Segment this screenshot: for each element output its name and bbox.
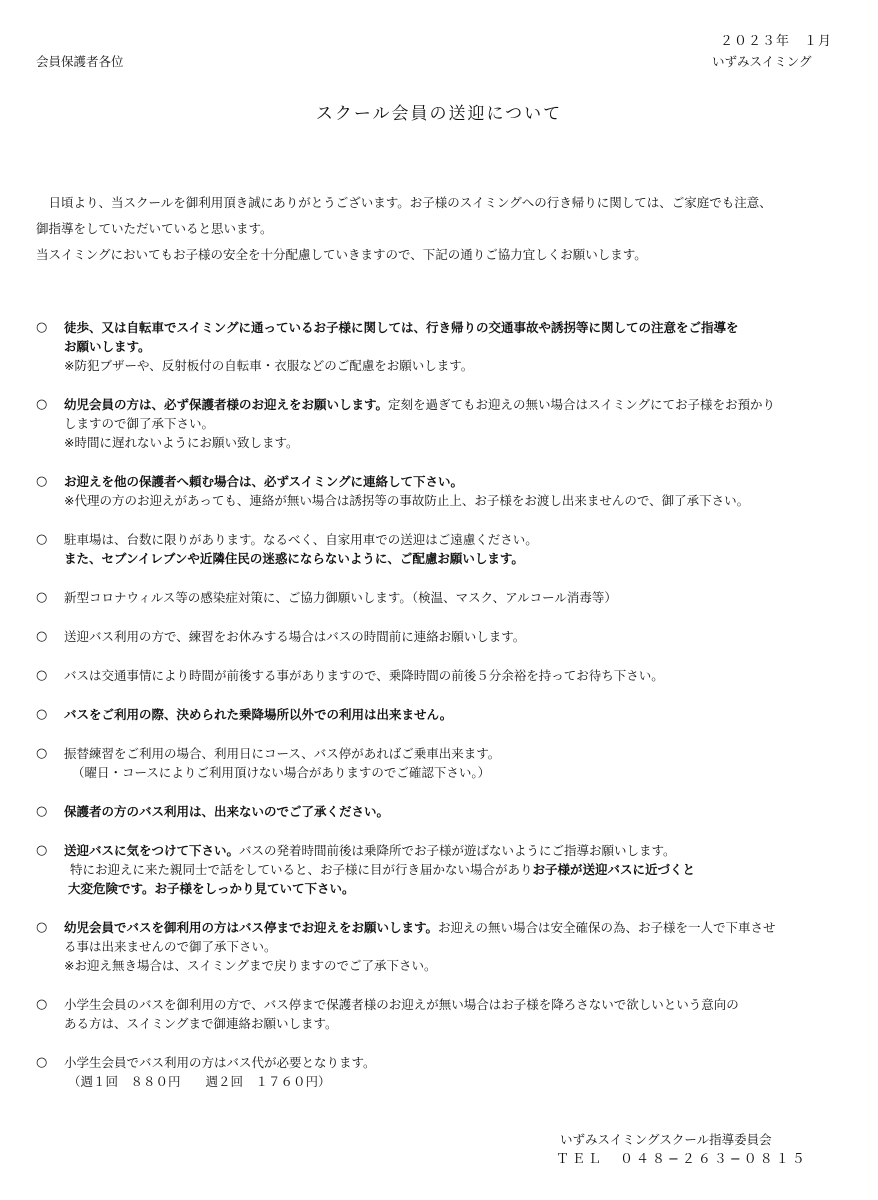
bullet-icon: ○	[36, 707, 48, 722]
notice-content	[64, 472, 749, 510]
notice-text: 小学生会員のバスを御利用の方で、バス停まで保護者様のお迎えが無い場合はお子様を降ろさないで欲しいという意向の	[64, 997, 739, 1012]
notice-item	[36, 705, 848, 724]
bullet-icon: ○	[36, 474, 48, 489]
notice-item	[36, 802, 848, 821]
notice-text-bold: バスをご利用の際、決められた乗降場所以外での利用は出来ません。	[64, 707, 453, 722]
notice-line	[64, 956, 776, 975]
notice-line	[64, 549, 538, 568]
notice-text-bold: また、セブンイレブンや近隣住民の迷惑にならないように、ご配慮お願いします。	[64, 551, 524, 566]
notice-text: ※代理の方のお迎えがあっても、連絡が無い場合は誘拐等の事故防止上、お子様をお渡し出来ませんので、御了承下さい。	[64, 493, 750, 508]
intro-line: 日頃より、当スクールを御利用頂き誠にありがとうございます。お子様のスイミングへの行き帰りに関しては、ご家庭でも注意、	[36, 195, 772, 210]
notice-item	[36, 744, 848, 782]
notice-line	[64, 744, 500, 763]
notice-line	[64, 1053, 376, 1072]
notice-line	[64, 588, 617, 607]
notice-text: （週１回 ８８０円 週２回 １７６０円）	[68, 1074, 331, 1089]
notice-line	[64, 491, 749, 510]
notice-line	[64, 937, 776, 956]
notice-line	[64, 318, 739, 337]
notice-content	[64, 627, 525, 646]
notice-text: 定刻を過ぎてもお迎えの無い場合はスイミングにてお子様をお預かり	[388, 397, 776, 412]
notice-line	[64, 705, 452, 724]
notice-content	[64, 318, 739, 375]
notice-line	[64, 995, 739, 1014]
bullet-icon: ○	[36, 320, 48, 335]
notice-text: バスは交通事情により時間が前後する事がありますので、乗降時間の前後５分余裕を持ってお待ち下さい。	[64, 668, 664, 683]
intro-paragraph	[36, 190, 848, 268]
notice-text: 特にお迎えに来た親同士で話をしていると、お子様に目が行き届かない場合があり	[70, 862, 533, 877]
notice-content	[64, 744, 500, 782]
notice-text: 新型コロナウィルス等の感染症対策に、ご協力御願いします。（検温、マスク、アルコール消毒等）	[64, 590, 617, 605]
notice-list	[36, 318, 848, 1111]
notice-item	[36, 627, 848, 646]
notice-line	[64, 414, 775, 433]
notice-text-bold: 徒歩、又は自転車でスイミングに通っているお子様に関しては、行き帰りの交通事故や誘拐等に関しての注意をご指導を	[64, 320, 739, 335]
signature: いずみスイミングスクール指導委員会	[560, 1132, 772, 1147]
bullet-icon: ○	[36, 746, 48, 761]
notice-line	[64, 918, 776, 937]
notice-item	[36, 472, 848, 510]
notice-text: 小学生会員でバス利用の方はバス代が必要となります。	[64, 1055, 376, 1070]
notice-item	[36, 995, 848, 1033]
notice-text-bold: お迎えを他の保護者へ頼む場合は、必ずスイミングに連絡して下さい。	[64, 474, 464, 489]
notice-text-bold: 送迎バスに気をつけて下さい。	[64, 843, 240, 858]
addressee: 会員保護者各位	[36, 54, 124, 69]
bullet-icon: ○	[36, 532, 48, 547]
intro-line: 御指導をしていただいていると思います。	[36, 221, 273, 236]
notice-content	[64, 841, 695, 898]
notice-line	[64, 763, 500, 782]
telephone-number: ＴＥＬ ０４８−２６３−０８１５	[556, 1152, 808, 1167]
notice-text: 駐車場は、台数に限りがあります。なるべく、自家用車での送迎はご遠慮ください。	[64, 532, 538, 547]
notice-item	[36, 530, 848, 568]
bullet-icon: ○	[36, 997, 48, 1012]
notice-text: ※防犯ブザーや、反射板付の自転車・衣服などのご配慮をお願いします。	[64, 358, 474, 373]
notice-text: ある方は、スイミングまで御連絡お願いします。	[64, 1016, 338, 1031]
notice-line	[64, 627, 525, 646]
organization-name: いずみスイミング	[712, 54, 812, 69]
notice-text-bold: 幼児会員の方は、必ず保護者様のお迎えをお願いします。	[64, 397, 389, 412]
notice-text: バスの発着時間前後は乗降所でお子様が遊ばないようにご指導お願いします。	[239, 843, 676, 858]
notice-content	[64, 1053, 376, 1091]
notice-line	[64, 1072, 376, 1091]
notice-line	[64, 879, 695, 898]
notice-text: ※時間に遅れないようにお願い致します。	[64, 435, 299, 450]
notice-text-bold: お願いします。	[64, 339, 151, 354]
notice-line	[64, 530, 538, 549]
notice-line	[64, 860, 695, 879]
bullet-icon: ○	[36, 590, 48, 605]
notice-line	[64, 666, 664, 685]
notice-text-bold: 保護者の方のバス利用は、出来ないのでご了承ください。	[64, 804, 390, 819]
notice-item	[36, 588, 848, 607]
notice-line	[64, 472, 749, 491]
notice-line	[64, 433, 775, 452]
bullet-icon: ○	[36, 668, 48, 683]
notice-item	[36, 918, 848, 975]
bullet-icon: ○	[36, 804, 48, 819]
notice-content	[64, 666, 664, 685]
notice-line	[64, 337, 739, 356]
notice-line	[64, 841, 695, 860]
bullet-icon: ○	[36, 629, 48, 644]
bullet-icon: ○	[36, 843, 48, 858]
notice-content	[64, 588, 617, 607]
notice-line	[64, 356, 739, 375]
notice-content	[64, 995, 739, 1033]
notice-text: ※お迎え無き場合は、スイミングまで戻りますのでご了承下さい。	[64, 958, 437, 973]
notice-content	[64, 705, 452, 724]
notice-text: る事は出来ませんので御了承下さい。	[64, 939, 277, 954]
notice-text-bold: 大変危険です。お子様をしっかり見ていて下さい。	[68, 881, 355, 896]
notice-text-bold: 幼児会員でバスを御利用の方はバス停までお迎えをお願いします。	[64, 920, 439, 935]
notice-text: 送迎バス利用の方で、練習をお休みする場合はバスの時間前に連絡お願いします。	[64, 629, 526, 644]
notice-text: しますので御了承下さい。	[64, 416, 215, 431]
bullet-icon: ○	[36, 1055, 48, 1070]
notice-item	[36, 395, 848, 452]
notice-line	[64, 802, 389, 821]
notice-text-bold: お子様が送迎バスに近づくと	[532, 862, 696, 877]
bullet-icon: ○	[36, 397, 48, 412]
document-date: ２０２３年 １月	[720, 34, 833, 49]
notice-item	[36, 666, 848, 685]
notice-content	[64, 918, 776, 975]
notice-line	[64, 395, 775, 414]
intro-line: 当スイミングにおいてもお子様の安全を十分配慮していきますので、下記の通りご協力宜しくお願いします。	[36, 247, 647, 262]
notice-item	[36, 318, 848, 375]
notice-line	[64, 1014, 739, 1033]
notice-content	[64, 802, 389, 821]
bullet-icon: ○	[36, 920, 48, 935]
notice-content	[64, 395, 775, 452]
notice-text: （曜日・コースによりご利用頂けない場合がありますのでご確認下さい。）	[72, 765, 491, 780]
notice-text: 振替練習をご利用の場合、利用日にコース、バス停があればご乗車出来ます。	[64, 746, 501, 761]
notice-content	[64, 530, 538, 568]
notice-item	[36, 1053, 848, 1091]
document-title: スクール会員の送迎について	[315, 104, 563, 124]
notice-item	[36, 841, 848, 898]
notice-text: お迎えの無い場合は安全確保の為、お子様を一人で下車させ	[438, 920, 776, 935]
